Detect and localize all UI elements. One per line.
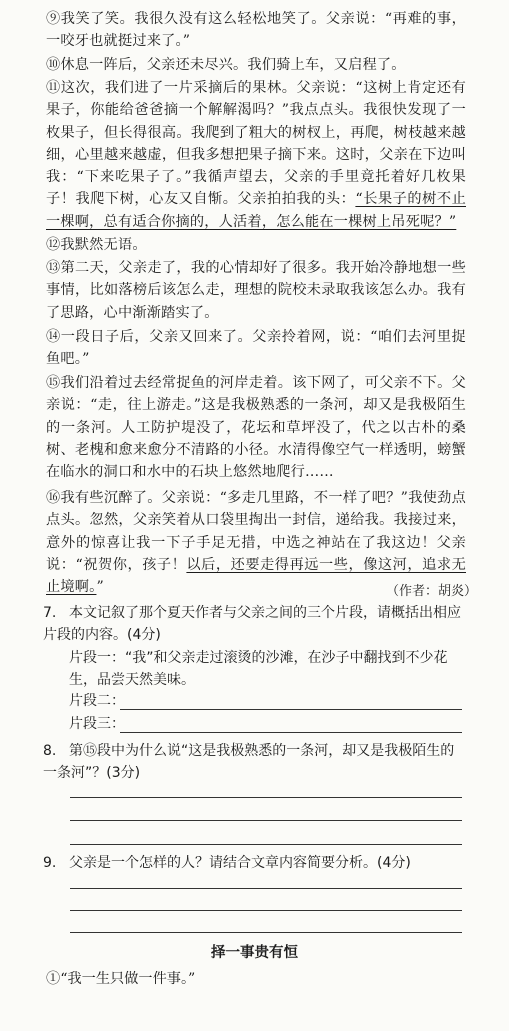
question-7-text: 本文记叙了那个夏天作者与父亲之间的三个片段，请概括出相应片段的内容。(4分) xyxy=(43,605,461,643)
paragraph-15-text: ⑮我们沿着过去经常捉鱼的河岸走着。该下网了，可父亲不下。父亲说：“走，往上游走。”这是我极熟悉的一条河，却又是我极陌生的一条河。人工防护堤没了，花坛和草坪没了，代之以古朴的桑树、老槐和愈来愈分不清路的小径。水清得像空气一样透明，螃蟹在临水的洞口和水中的石块上悠然地爬行…… xyxy=(46,375,466,481)
question-9-answer-line-1[interactable] xyxy=(70,888,462,889)
paragraph-15 xyxy=(46,372,466,483)
question-8-text: 第⑮段中为什么说“这是我极熟悉的一条河，却又是我极陌生的一条河”？(3分) xyxy=(43,743,455,781)
segment-3-label: 片段三： xyxy=(69,716,125,732)
question-9 xyxy=(43,852,467,874)
paragraph-11 xyxy=(46,77,466,233)
paragraph-13 xyxy=(46,257,466,324)
paragraph-10 xyxy=(46,54,466,76)
segment-3-answer-line[interactable] xyxy=(120,732,462,733)
paragraph-9 xyxy=(46,8,466,53)
paragraph-16-text: ⑯我有些沉醉了。父亲说：“多走几里路，不一样了吧？”我使劲点点头。忽然，父亲笑着从口袋里掏出一封信，递给我。我接过来，意外的惊喜让我一下子手足无措，中选之神站在了我这边！父亲说：“祝贺你，孩子！ xyxy=(46,490,466,573)
question-9-number: 9. xyxy=(43,855,57,871)
question-7-segment-1 xyxy=(43,647,467,691)
question-8-answer-line-2[interactable] xyxy=(70,820,462,821)
segment-1-answer: “我”和父亲走过滚烫的沙滩，在沙子中翻找到不少花生，品尝天然美味。 xyxy=(69,650,448,688)
question-8-number: 8. xyxy=(43,743,57,759)
question-7-number: 7. xyxy=(43,605,57,621)
paragraph-14-text: ⑭一段日子后，父亲又回来了。父亲拎着网，说：“咱们去河里捉鱼吧。” xyxy=(46,329,466,368)
question-9-text: 父亲是一个怎样的人？请结合文章内容简要分析。(4分) xyxy=(69,855,411,871)
paragraph-9-text: ⑨我笑了笑。我很久没有这么轻松地笑了。父亲说：“再难的事，一咬牙也就挺过来了。” xyxy=(46,11,466,50)
segment-2-answer-line[interactable] xyxy=(120,709,462,710)
paragraph-12 xyxy=(46,234,466,256)
segment-2-label: 片段二： xyxy=(69,693,125,709)
segment-1-label: 片段一： xyxy=(69,650,125,666)
author-credit: （作者：胡炎） xyxy=(386,584,478,599)
paragraph-14 xyxy=(46,326,466,371)
paragraph-16-underlined-quote: 以后，还要走得再远一些，像这河，追求无止境啊。 xyxy=(46,556,466,596)
question-9-answer-line-3[interactable] xyxy=(70,932,462,933)
paragraph-16-closing-quote: ” xyxy=(96,579,104,596)
paragraph-10-text: ⑩休息一阵后，父亲还未尽兴。我们骑上车，又启程了。 xyxy=(46,57,406,73)
paragraph-11-text: ⑪这次，我们进了一片采摘后的果林。父亲说：“这树上肯定还有果子，你能给爸爸摘一个解解渴吗？”我点点头。我很快发现了一枚果子，但长得很高。我爬到了粗大的树杈上，再爬，树枝越来越细，心里越来越虚，但我多想把果子摘下来。这时，父亲在下边叫我：“下来吃果子了。”我循声望去，父亲的手里竟托着好几枚果子！我爬下树，心友又自惭。父亲拍拍我的头： xyxy=(46,80,466,208)
next-article-first-line: ①“我一生只做一件事。” xyxy=(46,971,196,987)
question-7 xyxy=(43,602,467,646)
question-9-answer-line-2[interactable] xyxy=(70,910,462,911)
paragraph-13-text: ⑬第二天，父亲走了，我的心情却好了很多。我开始冷静地想一些事情，比如落榜后该怎么走，理想的院校未录取我该怎么办。我有了思路，心中渐渐踏实了。 xyxy=(46,260,466,321)
paragraph-11-underlined-quote: “长果子的树不止一棵啊，总有适合你摘的，人活着，怎么能在一棵树上吊死呢？” xyxy=(46,191,466,230)
question-8-answer-line-3[interactable] xyxy=(70,844,462,845)
question-8 xyxy=(43,740,467,784)
paragraph-12-text: ⑫我默然无语。 xyxy=(46,237,147,253)
next-article-title: 择一事贵有恒 xyxy=(211,945,298,961)
question-8-answer-line-1[interactable] xyxy=(70,797,462,798)
